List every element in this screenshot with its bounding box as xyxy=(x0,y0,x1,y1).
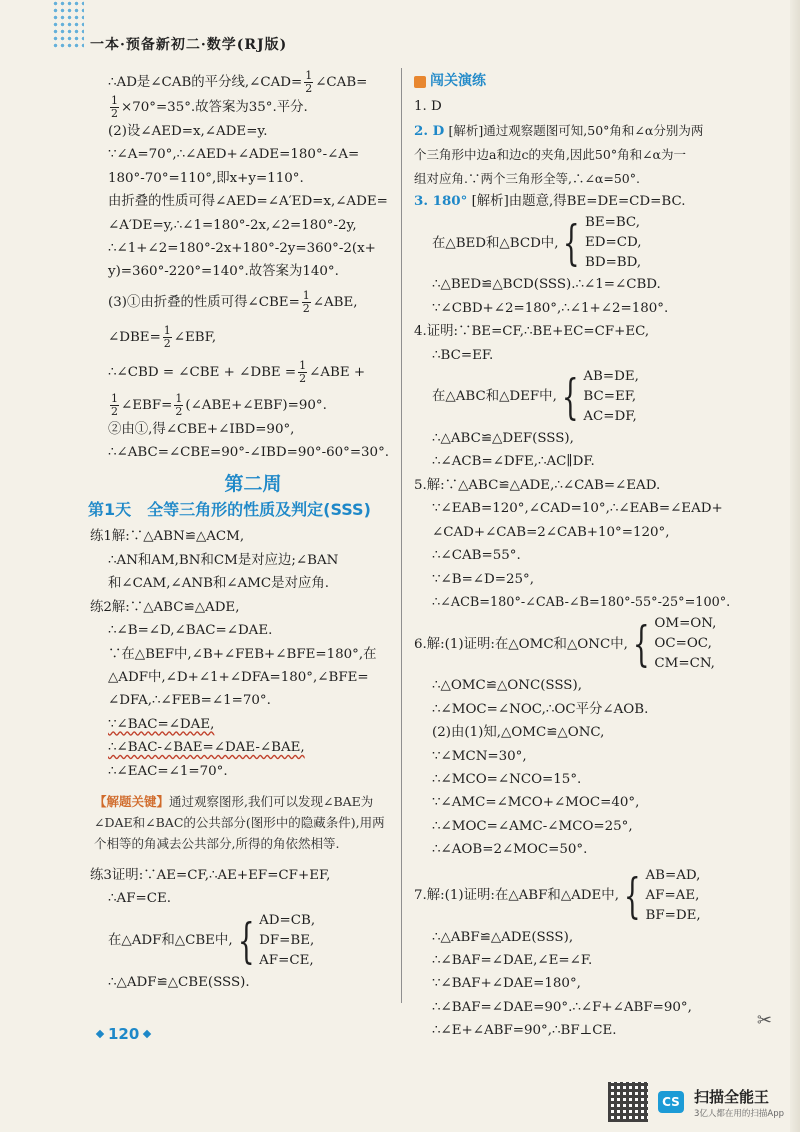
system-of-conditions xyxy=(414,866,708,926)
text-span: (3)①由折叠的性质可得∠CBE= xyxy=(108,294,300,310)
scanner-tagline: 3亿人都在用的扫描App xyxy=(693,1108,784,1119)
page-number xyxy=(92,1025,155,1043)
condition-stack xyxy=(654,614,716,674)
condition: AD=CB, xyxy=(259,912,316,928)
scanner-text xyxy=(694,1086,784,1119)
section-heading xyxy=(414,70,708,93)
flag-icon xyxy=(414,76,426,88)
brace-block xyxy=(432,367,639,427)
exercise-1-line: 练1解:∵△ABN≌△ACM, xyxy=(90,529,245,545)
answer-line: ∴∠AOB=2∠MOC=50°. xyxy=(432,842,588,858)
brace-symbol: { xyxy=(237,912,255,969)
fraction-numerator: 1 xyxy=(299,358,307,372)
text-span: 6.解:(1)证明:在△OMC和△ONC中, xyxy=(414,636,628,652)
exercise-2-line: ∵在△BEF中,∠B+∠FEB+∠BFE=180°,在 xyxy=(108,646,377,662)
answer-line: (2)由(1)知,△OMC≌△ONC, xyxy=(432,725,605,741)
decorative-dots xyxy=(52,0,84,50)
text-line: ∠A′DE=y,∴∠1=180°-2x,∠2=180°-2y, xyxy=(108,217,357,233)
exercise-2-line: 练2解:∵△ABC≌△ADE, xyxy=(90,599,240,615)
condition: AB=AD, xyxy=(645,867,701,883)
fraction-numerator: 1 xyxy=(111,94,118,107)
text-line xyxy=(108,95,398,120)
answer-line: ∵∠BAF+∠DAE=180°, xyxy=(432,976,581,992)
brace-block xyxy=(108,911,315,971)
answer-line: 个三角形中边a和边c的夹角,因此50°角和∠α为一 xyxy=(414,147,686,163)
text-line: ∵∠A=70°,∴∠AED+∠ADE=180°-∠A= xyxy=(108,147,360,163)
fraction-denominator: 2 xyxy=(111,404,118,418)
text-span: (∠ABE+∠EBF)=90°. xyxy=(185,397,327,413)
system-of-conditions xyxy=(414,614,717,674)
system-of-conditions xyxy=(108,911,398,971)
text-span: ∴AD是∠CAB的平分线,∠CAD= xyxy=(108,75,303,90)
answer-line: 4.证明:∵BE=CF,∴BE+EC=CF+EC, xyxy=(414,324,650,340)
fraction-denominator: 2 xyxy=(302,301,310,315)
tip-text: 通过观察图形,我们可以发现∠BAE为∠DAE和∠BAC的公共部分(图形中的隐藏条件),用两个相等的角减去公共部分,所得的角依然相等. xyxy=(94,793,385,851)
text-span: ∠EBF, xyxy=(173,329,217,345)
answer-line: ∴∠CAB=55°. xyxy=(432,548,521,564)
exercise-3-line: 练3证明:∵AE=CF,∴AE+EF=CF+EF, xyxy=(90,867,331,883)
fraction xyxy=(110,95,119,120)
fraction-numerator: 1 xyxy=(305,69,313,82)
condition: BE=BC, xyxy=(585,215,640,231)
fraction xyxy=(163,325,172,350)
exercise-3-line: ∴△ADF≌△CBE(SSS). xyxy=(108,974,250,990)
brace-block xyxy=(414,866,701,926)
day-title: 第1天 全等三角形的性质及判定(SSS) xyxy=(88,500,371,520)
condition-stack xyxy=(259,911,315,971)
text-span: ∠ABE + xyxy=(309,364,366,380)
text-span: [解析]由题意,得BE=DE=CD=BC. xyxy=(471,194,686,210)
fraction xyxy=(302,290,311,315)
condition: BF=DE, xyxy=(645,907,701,923)
text-span: 在△ADF和△CBE中, xyxy=(108,933,233,949)
answer-line: ∵∠AMC=∠MCO+∠MOC=40°, xyxy=(432,795,640,811)
condition-stack xyxy=(646,866,701,926)
text-line xyxy=(108,393,398,418)
condition: AF=CE, xyxy=(259,952,314,968)
answer-line: ∠CAD+∠CAB=2∠CAB+10°=120°, xyxy=(432,524,670,540)
fraction xyxy=(174,393,183,418)
brace-symbol: { xyxy=(561,369,579,426)
fraction-denominator: 2 xyxy=(175,404,183,418)
answer-line: ∴∠BAF=∠DAE=90°.∴∠F+∠ABF=90°, xyxy=(432,999,692,1015)
fraction-denominator: 2 xyxy=(299,371,307,385)
exercise-2-line: ∴∠EAC=∠1=70°. xyxy=(108,763,228,779)
condition: DF=BE, xyxy=(259,932,315,948)
brace-block xyxy=(414,614,716,674)
text-line xyxy=(108,70,398,95)
answer-line: ∵∠B=∠D=25°, xyxy=(432,571,534,587)
scanner-watermark xyxy=(608,1082,784,1122)
answer-number: 2. D xyxy=(414,122,445,139)
answer-line: ∴∠MOC=∠NOC,∴OC平分∠AOB. xyxy=(432,701,649,717)
column-divider xyxy=(401,68,402,1003)
scanner-name: 扫描全能王 xyxy=(693,1087,769,1106)
fraction-numerator: 1 xyxy=(175,391,183,405)
condition: AB=DE, xyxy=(583,369,639,385)
text-line: ∴∠ABC=∠CBE=90°-∠IBD=90°-60°=30°. xyxy=(108,445,390,461)
fraction-denominator: 2 xyxy=(111,107,118,120)
text-line: 180°-70°=110°,即x+y=110°. xyxy=(108,170,304,186)
fraction xyxy=(110,393,119,418)
exercise-2-line: ∵∠BAC=∠DAE, xyxy=(108,716,215,732)
text-span: ∠EBF= xyxy=(121,397,173,413)
condition: OM=ON, xyxy=(654,616,717,632)
condition: AC=DF, xyxy=(583,409,637,425)
exercise-1-line: ∴AN和AM,BN和CM是对应边;∠BAN xyxy=(108,552,339,568)
answer-line: ∴∠MCO=∠NCO=15°. xyxy=(432,771,582,787)
text-span: ×70°=35°.故答案为35°.平分. xyxy=(121,100,308,115)
exercise-3-line: ∴AF=CE. xyxy=(108,891,171,907)
exercise-2-line: △ADF中,∠D+∠1+∠DFA=180°,∠BFE= xyxy=(108,669,369,685)
week-title: 第二周 xyxy=(224,472,282,495)
answer-line: ∵∠CBD+∠2=180°,∴∠1+∠2=180°. xyxy=(432,300,669,316)
condition: BC=EF, xyxy=(583,389,637,405)
answer-line: ∴∠E+∠ABF=90°,∴BF⊥CE. xyxy=(432,1023,617,1039)
fraction-numerator: 1 xyxy=(111,391,118,405)
section-title: 闯关演练 xyxy=(430,73,486,89)
text-span: ∠ABE, xyxy=(312,294,358,310)
qr-code-icon xyxy=(608,1082,648,1122)
condition: AF=AE, xyxy=(645,887,700,903)
diamond-icon xyxy=(143,1030,151,1038)
fraction-denominator: 2 xyxy=(163,336,171,350)
answer-line: ∴△ABF≌△ADE(SSS), xyxy=(432,929,574,945)
condition-stack xyxy=(585,213,642,273)
answer-line: ∴BC=EF. xyxy=(432,347,494,363)
fraction-numerator: 1 xyxy=(302,288,310,302)
answer-line xyxy=(414,119,708,143)
text-span: [解析]通过观察题图可知,50°角和∠α分别为两 xyxy=(448,122,704,138)
text-line: y)=360°-220°=140°.故答案为140°. xyxy=(108,264,339,280)
answer-line: ∴△BED≌△BCD(SSS).∴∠1=∠CBD. xyxy=(432,277,661,293)
exercise-2-line: ∠DFA,∴∠FEB=∠1=70°. xyxy=(108,693,271,709)
condition: BD=BD, xyxy=(585,255,642,271)
text-span: ∠DBE= xyxy=(108,329,161,345)
text-line: (2)设∠AED=x,∠ADE=y. xyxy=(108,124,268,139)
page-number-text: 120 xyxy=(108,1025,140,1043)
right-column xyxy=(414,70,731,1043)
brace-symbol: { xyxy=(623,867,641,924)
text-line xyxy=(108,360,398,385)
exercise-2-line: ∴∠BAC-∠BAE=∠DAE-∠BAE, xyxy=(108,740,305,756)
text-line: 由折叠的性质可得∠AED=∠A′ED=x,∠ADE= xyxy=(108,194,388,210)
answer-line: 5.解:∵△ABC≌△ADE,∴∠CAB=∠EAD. xyxy=(414,477,661,493)
answer-line: ∴△OMC≌△ONC(SSS), xyxy=(432,678,582,694)
text-line: ∴∠1+∠2=180°-2x+180°-2y=360°-2(x+ xyxy=(108,241,376,257)
text-span: ∠CAB= xyxy=(315,75,368,90)
system-of-conditions xyxy=(414,213,708,273)
fraction xyxy=(298,360,307,385)
answer-line: 1. D xyxy=(414,99,442,115)
text-span: ∴∠CBD = ∠CBE + ∠DBE = xyxy=(108,364,297,380)
tip-label: 【解题关键】 xyxy=(94,793,170,809)
tip-box xyxy=(90,789,398,856)
condition: OC=OC, xyxy=(654,636,712,652)
brace-block xyxy=(432,213,642,273)
system-of-conditions xyxy=(414,367,708,427)
text-line xyxy=(108,325,398,350)
answer-line: ∴∠BAF=∠DAE,∠E=∠F. xyxy=(432,952,593,968)
answer-line: ∵∠EAB=120°,∠CAD=10°,∴∠EAB=∠EAD+ xyxy=(432,501,723,517)
condition: ED=CD, xyxy=(585,235,642,251)
answer-line xyxy=(414,190,708,213)
answer-line: 组对应角.∵两个三角形全等,∴∠α=50°. xyxy=(414,170,640,186)
answer-line: ∴∠MOC=∠AMC-∠MCO=25°, xyxy=(432,818,633,834)
left-column xyxy=(88,69,398,994)
page-edge xyxy=(790,0,800,1132)
camscanner-logo-icon: CS xyxy=(658,1091,684,1113)
running-header: 一本·预备新初二·数学(RJ版) xyxy=(90,37,288,53)
scissors-icon: ✂ xyxy=(756,1010,772,1031)
answer-line: ∴∠ACB=∠DFE,∴AC∥DF. xyxy=(432,454,595,470)
answer-line: ∵∠MCN=30°, xyxy=(432,748,527,764)
text-span: 7.解:(1)证明:在△ABF和△ADE中, xyxy=(414,887,619,903)
text-span: 在△BED和△BCD中, xyxy=(432,235,559,251)
brace-symbol: { xyxy=(632,616,650,673)
fraction-denominator: 2 xyxy=(305,82,313,95)
answer-number: 3. 180° xyxy=(414,193,468,210)
fraction xyxy=(304,70,313,95)
exercise-1-line: 和∠CAM,∠ANB和∠AMC是对应角. xyxy=(108,576,329,592)
answer-line: ∴△ABC≌△DEF(SSS), xyxy=(432,431,574,447)
text-line: ②由①,得∠CBE+∠IBD=90°, xyxy=(108,421,295,437)
answer-line: ∴∠ACB=180°-∠CAB-∠B=180°-55°-25°=100°. xyxy=(432,594,731,610)
text-span: 在△ABC和△DEF中, xyxy=(432,389,557,405)
text-line xyxy=(108,290,398,315)
condition: CM=CN, xyxy=(654,656,715,672)
brace-symbol: { xyxy=(563,215,581,272)
exercise-2-line: ∴∠B=∠D,∠BAC=∠DAE. xyxy=(108,623,273,639)
condition-stack xyxy=(583,367,639,427)
diamond-icon xyxy=(96,1030,104,1038)
fraction-numerator: 1 xyxy=(163,323,171,337)
